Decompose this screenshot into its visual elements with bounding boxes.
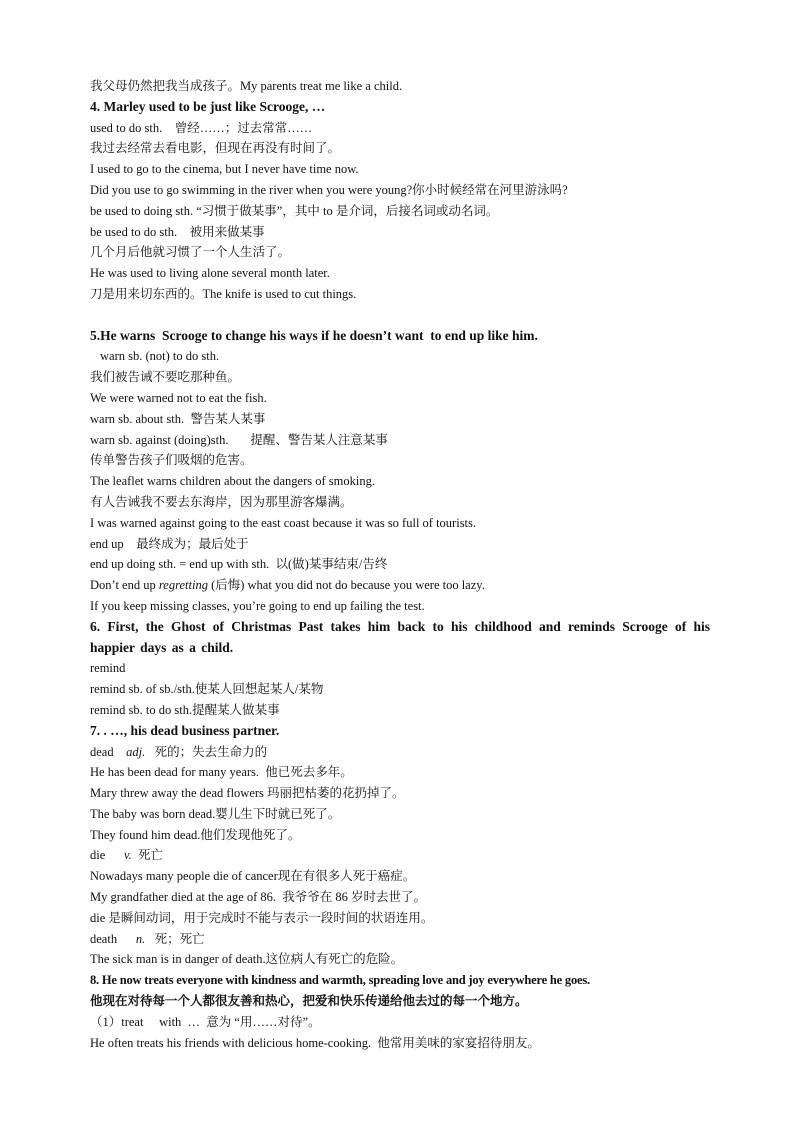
remind-to-do-definition: remind sb. to do sth.提醒某人做某事 [90,702,280,717]
example-living-alone-cn: 几个月后他就习惯了一个人生活了。 [90,245,291,260]
example-parents-child: 我父母仍然把我当成孩子。My parents treat me like a child. [90,79,403,93]
example-dead-flowers: Mary threw away the dead flowers 玛丽把枯萎的花扔掉了。 [90,786,405,801]
end-up-doing-definition: end up doing sth. = end up with sth. 以(做)某事结束/告终 [90,557,388,572]
dead-definition [90,742,710,763]
example-found-dead: They found him dead.他们发现他死了。 [90,827,301,842]
section-6-heading: 6. First, the Ghost of Christmas Past takes him back to his childhood and reminds Scrooge of his happier days as a child. [90,618,710,655]
regretting-suffix: (后悔) what you did not do because you were too lazy. [207,578,485,593]
example-east-coast-cn: 有人告诫我不要去东海岸，因为那里游客爆满。 [90,494,353,509]
example-danger-of-death: The sick man is in danger of death.这位病人有死亡的危险。 [90,952,404,967]
death-pos: n. [135,931,146,946]
example-regretting [90,575,710,596]
example-cancer: Nowadays many people die of cancer现在有很多人死于癌症。 [90,869,416,884]
example-fish-en: We were warned not to eat the fish. [90,390,267,405]
remind-word: remind [90,661,126,676]
regretting-word: regretting [158,578,208,593]
section-4-heading: 4. Marley used to be just like Scrooge, … [90,98,326,114]
document-page [90,76,710,1053]
example-east-coast-en: I was warned against going to the east coast because it was so full of tourists. [90,515,477,530]
end-up-definition: end up 最终成为；最后处于 [90,536,249,551]
warn-against-definition: warn sb. against (doing)sth. 提醒、警告某人注意某事 [90,432,388,447]
example-cinema-en: I used to go to the cinema, but I never have time now. [90,162,359,177]
blank-line [90,305,710,326]
section-5-heading: 5.He warns Scrooge to change his ways if he doesn’t want to end up like him. [90,327,538,343]
dead-meaning: 死的；失去生命力的 [145,744,268,759]
example-missing-classes: If you keep missing classes, you’re going to end up failing the test. [90,598,425,613]
warn-about-definition: warn sb. about sth. 警告某人某事 [90,411,266,426]
die-definition [90,845,710,866]
example-fish-cn: 我们被告诫不要吃那种鱼。 [90,370,241,385]
example-home-cooking: He often treats his friends with delicious home-cooking. 他常用美味的家宴招待朋友。 [90,1035,540,1050]
example-knife: 刀是用来切东西的。The knife is used to cut things. [90,286,357,301]
dead-pos: adj. [126,744,146,759]
die-meaning: 死亡 [131,848,164,863]
example-grandfather: My grandfather died at the age of 86. 我爷爷在 86 岁时去世了。 [90,890,427,905]
warn-not-to-do: warn sb. (not) to do sth. [100,349,220,364]
dead-word: dead [90,744,127,759]
remind-of-definition: remind sb. of sb./sth.使某人回想起某人/某物 [90,682,324,697]
example-leaflet-cn: 传单警告孩子们吸烟的危害。 [90,453,253,468]
treat-with-definition: （1）treat with … 意为 “用……对待”。 [90,1014,321,1029]
example-dead-years: He has been dead for many years. 他已死去多年。 [90,765,353,780]
section-7-heading: 7. . …, his dead business partner. [90,722,280,738]
die-usage-note: die 是瞬间动词，用于完成时不能与表示一段时间的状语连用。 [90,910,434,925]
example-living-alone-en: He was used to living alone several month later. [90,266,330,281]
example-swimming: Did you use to go swimming in the river when you were young?你小时候经常在河里游泳吗? [90,182,568,197]
example-cinema-cn: 我过去经常去看电影，但现在再没有时间了。 [90,141,341,156]
die-pos: v. [124,848,132,863]
section-8-translation: 他现在对待每一个人都很友善和热心，把爱和快乐传递给他去过的每一个地方。 [90,994,528,1009]
die-word: die [90,848,125,863]
death-meaning: 死；死亡 [145,931,205,946]
death-word: death [90,931,136,946]
example-leaflet-en: The leaflet warns children about the dangers of smoking. [90,474,375,489]
death-definition [90,929,710,950]
regretting-prefix: Don’t end up [90,578,159,593]
used-to-definition: used to do sth. 曾经……；过去常常…… [90,120,313,135]
section-8-heading: 8. He now treats everyone with kindness and warmth, spreading love and joy everywhere he goes. [90,973,590,988]
be-used-to-do-definition: be used to do sth. 被用来做某事 [90,224,265,239]
example-born-dead: The baby was born dead.婴儿生下时就已死了。 [90,806,341,821]
be-used-to-doing-note: be used to doing sth. “习惯于做某事”，其中 to 是介词，后接名词或动名词。 [90,203,499,218]
